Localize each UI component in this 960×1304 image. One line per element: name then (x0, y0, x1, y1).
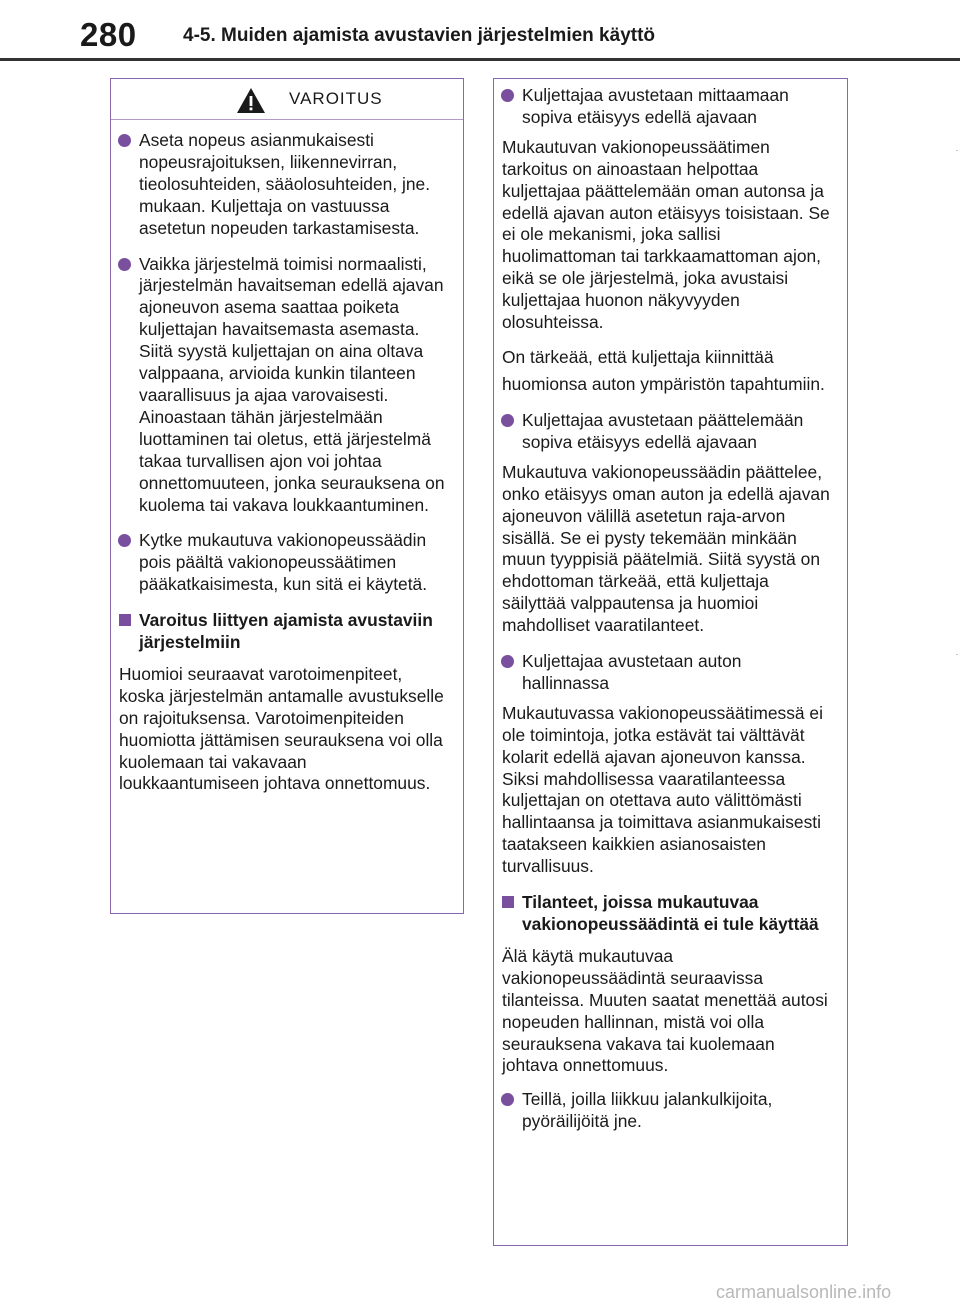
warning-box (110, 78, 464, 914)
bullet-dot-icon (118, 258, 131, 271)
info-bullet-title: Kuljettajaa avustetaan auton hallinnassa (522, 651, 742, 693)
page-number: 280 (80, 16, 137, 53)
info-paragraph: Älä käytä mukautuvaa vakionopeussäädintä seuraavissa tilanteissa. Muuten saatat menettää autosi nopeuden hallinnan, mistä voi olla seurauksena vakava tai kuolemaan johtava onnettomuus. (502, 945, 828, 1076)
bullet-dot-icon (501, 1093, 514, 1106)
info-paragraph: Mukautuvan vakionopeussäätimen tarkoitus on ainoastaan helpottaa kuljettajaa päättelemään oman autonsa ja edellä ajavan auton etäisyys toisistaan. Se ei ole mekanismi, joka sallisi huolimattoman tai tarkkaamattoman ajon, eikä se ole järjestelmä, joka avustaisi kuljettajaa huonon näkyvyyden olosuhteissa. (502, 136, 830, 333)
info-bullet (502, 85, 833, 129)
warning-subheading-text: Varoitus liittyen ajamista avustaviin järjestelmiin (139, 610, 433, 653)
bullet-dot-icon (118, 534, 131, 547)
warning-title: VAROITUS (289, 89, 383, 108)
bullet-dot-icon (501, 655, 514, 668)
info-bullet (502, 410, 833, 454)
bullet-dot-icon (118, 134, 131, 147)
warning-triangle-icon (236, 87, 266, 114)
page-header (0, 0, 960, 60)
watermark: carmanualsonline.info (716, 1282, 892, 1302)
info-box (493, 78, 848, 1246)
info-bullet (502, 651, 833, 695)
square-bullet-icon (119, 614, 131, 626)
header-divider (0, 58, 960, 61)
info-bullet-title: Kuljettajaa avustetaan mittaamaan sopiva etäisyys edellä ajavaan (522, 85, 789, 127)
warning-paragraph: Huomioi seuraavat varotoimenpiteet, koska järjestelmän antamalle avustukselle on rajoituksensa. Varotoimenpiteiden huomiotta jättämisen seurauksena voi olla kuolemaan tai vakavaan loukkaantumiseen johtava onnettomuus. (119, 663, 444, 794)
warning-bullet-text: Kytke mukautuva vakionopeussäädin pois päältä vakionopeussäätimen pääkatkaisimesta, kun sitä ei käytetä. (139, 530, 428, 595)
section-title: 4-5. Muiden ajamista avustavien järjestelmien käyttö (183, 25, 656, 46)
warning-subheading (119, 610, 457, 654)
warning-bullet-text: Vaikka järjestelmä toimisi normaalisti, järjestelmän havaitseman edellä ajavan ajoneuvon asema saattaa poiketa kuljettajan havaitsemasta asemasta. Siitä syystä kuljettajan on aina oltava valppaana, arvioida kunkin tilanteen vaarallisuus ja ajaa varovaisesti. Ainoastaan tähän järjestelmään luottaminen tai oletus, että järjestelmä takaa turvallisen ajon voi johtaa onnettomuuteen, jonka seurauksena on kuolema tai vakava loukkaantuminen. (139, 253, 445, 515)
margin-mark (956, 654, 958, 655)
warning-header (111, 79, 463, 120)
bullet-dot-icon (501, 89, 514, 102)
warning-bullet (119, 254, 457, 517)
info-paragraph: Mukautuvassa vakionopeussäätimessä ei ole toimintoja, jotka estävät tai välttävät kolarit edellä ajavan ajoneuvon kanssa. Siksi mahdollisessa vaaratilanteessa kuljettajan on otettava auto välittömästi hallintaansa ja toimittava asianmukaisesti taatakseen kaikkien asianosaisten turvallisuus. (502, 702, 823, 877)
info-bullet (502, 1089, 833, 1133)
info-paragraph: Mukautuva vakionopeussäädin päättelee, onko etäisyys oman auton ja edellä ajavan ajoneuvon välillä asetetun raja-arvon sisällä. Se ei pysty tekemään minkään muun tyyppisiä päätelmiä. Siitä syystä on ehdottoman tärkeää, että kuljettaja säilyttää valppautensa ja huomioi mahdolliset vaaratilanteet. (502, 461, 830, 636)
info-bullet-title: Teillä, joilla liikkuu jalankulkijoita, pyöräilijöitä jne. (522, 1089, 773, 1132)
info-subheading-text: Tilanteet, joissa mukautuvaa vakionopeussäädintä ei tule käyttää (522, 892, 819, 934)
warning-bullet (119, 130, 457, 240)
warning-bullet (119, 530, 457, 596)
bullet-dot-icon (501, 414, 514, 427)
square-bullet-icon (502, 896, 514, 908)
info-subheading (502, 892, 833, 936)
info-bullet-title: Kuljettajaa avustetaan päättelemään sopiva etäisyys edellä ajavaan (522, 409, 804, 452)
margin-mark (956, 150, 958, 151)
warning-bullet-text: Aseta nopeus asianmukaisesti nopeusrajoituksen, liikennevirran, tieolosuhteiden, sääolosuhteiden, jne. mukaan. Kuljettaja on vastuussa asetetun nopeuden tarkastamisesta. (139, 130, 431, 238)
info-paragraph: On tärkeää, että kuljettaja kiinnittää huomionsa auton ympäristön tapahtumiin. (502, 346, 825, 394)
